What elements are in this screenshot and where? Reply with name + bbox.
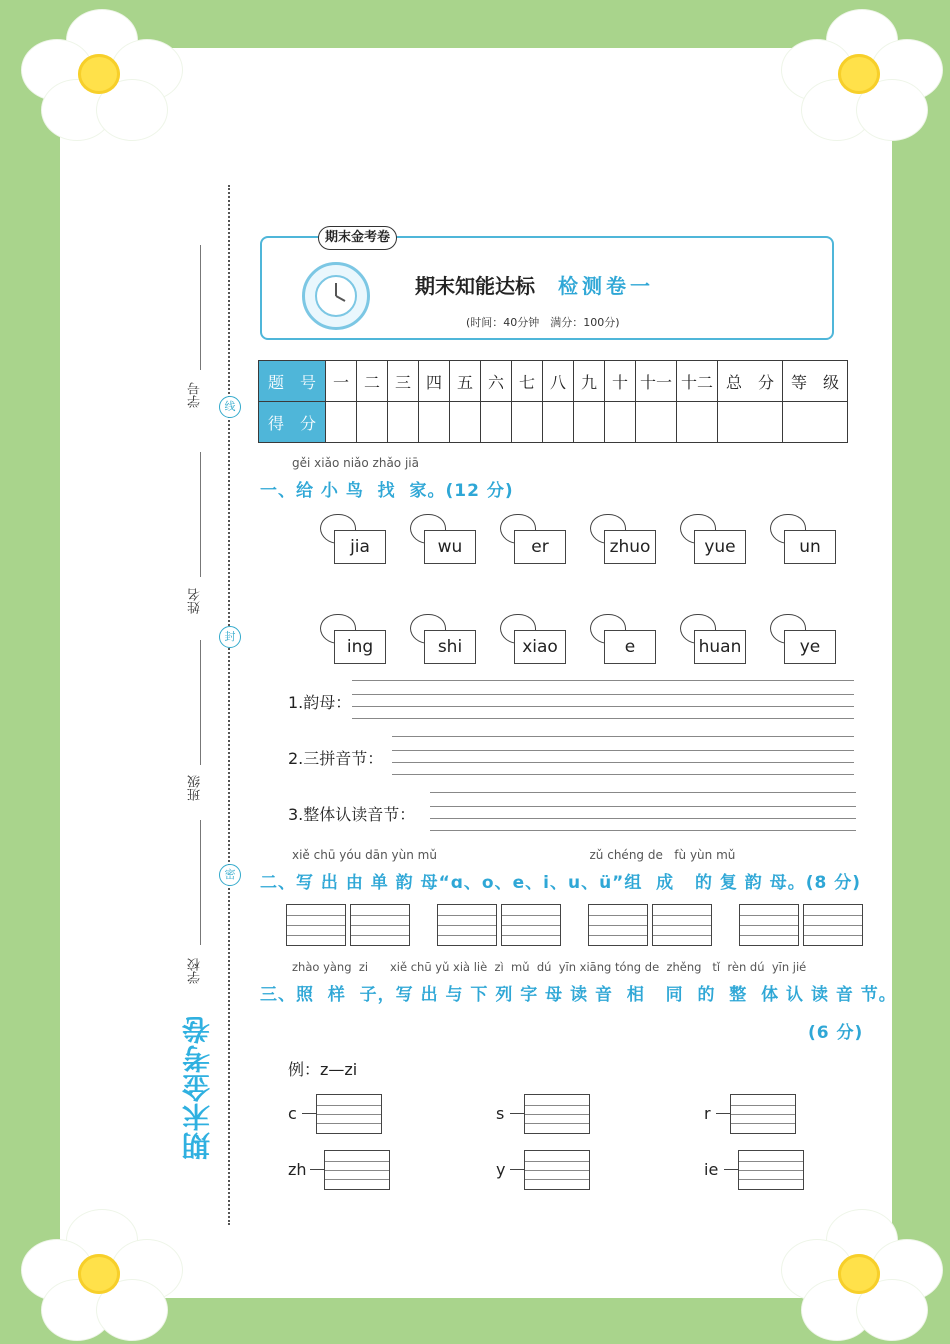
- answer-box[interactable]: [316, 1094, 382, 1134]
- score-cell[interactable]: [574, 402, 605, 443]
- answer-line[interactable]: [352, 680, 854, 681]
- answer-line[interactable]: [430, 830, 856, 831]
- score-cell[interactable]: [718, 402, 783, 443]
- q2-pinyin: xiě chū yóu dān yùn mǔ zǔ chéng de fù yùn mǔ: [292, 848, 736, 862]
- answer-line[interactable]: [352, 706, 854, 707]
- table-score-label: 得 分: [259, 402, 326, 443]
- q3-item-ie: ie: [704, 1160, 719, 1179]
- table-col: 三: [388, 361, 419, 402]
- score-cell[interactable]: [543, 402, 574, 443]
- writing-grid[interactable]: [803, 904, 863, 946]
- connector-dash: [716, 1113, 730, 1114]
- q3-item-s: s: [496, 1104, 505, 1123]
- writing-grid[interactable]: [501, 904, 561, 946]
- writing-grid[interactable]: [652, 904, 712, 946]
- score-cell[interactable]: [512, 402, 543, 443]
- q1-sub1-label: 1.韵母：: [288, 693, 352, 712]
- table-col: 九: [574, 361, 605, 402]
- writing-grid[interactable]: [350, 904, 410, 946]
- q2-title: 二、写 出 由 单 韵 母“ɑ、o、e、i、u、ü”组 成 的 复 韵 母。(8 分): [260, 873, 861, 893]
- writing-grid[interactable]: [588, 904, 648, 946]
- page-title-highlight: 检测卷一: [558, 274, 654, 298]
- answer-line[interactable]: [430, 806, 856, 807]
- answer-box[interactable]: [730, 1094, 796, 1134]
- bird-card: jia: [316, 514, 386, 564]
- table-col: 十二: [677, 361, 718, 402]
- answer-line[interactable]: [352, 694, 854, 695]
- bird-card: xiao: [496, 614, 566, 664]
- q3-item-c: c: [288, 1104, 297, 1123]
- answer-line[interactable]: [430, 792, 856, 793]
- answer-line[interactable]: [392, 750, 854, 751]
- exam-info: (时间：40分钟 满分：100分): [466, 316, 620, 329]
- q3-pinyin: zhào yàng zi xiě chū yǔ xià liè zì mǔ dú yīn xiāng tóng de zhěng tǐ rèn dú yīn jié: [292, 960, 807, 974]
- answer-line[interactable]: [430, 818, 856, 819]
- bird-card: e: [586, 614, 656, 664]
- writing-grid[interactable]: [286, 904, 346, 946]
- answer-line[interactable]: [392, 774, 854, 775]
- bird-card: ing: [316, 614, 386, 664]
- answer-line[interactable]: [392, 762, 854, 763]
- bird-card: yue: [676, 514, 746, 564]
- bird-card: huan: [676, 614, 746, 664]
- table-col: 二: [357, 361, 388, 402]
- connector-dash: [310, 1169, 324, 1170]
- q3-item-zh: zh: [288, 1160, 307, 1179]
- table-col: 等 级: [783, 361, 848, 402]
- writing-grid[interactable]: [437, 904, 497, 946]
- table-col: 四: [419, 361, 450, 402]
- seal-mark-line: 线: [219, 396, 241, 418]
- score-cell[interactable]: [388, 402, 419, 443]
- bird-card: wu: [406, 514, 476, 564]
- q1-sub3-label: 3.整体认读音节：: [288, 805, 416, 824]
- table-col: 八: [543, 361, 574, 402]
- answer-box[interactable]: [324, 1150, 390, 1190]
- page-title: 期末知能达标: [415, 274, 535, 298]
- school-label: 学校: [188, 958, 203, 984]
- class-label: 班级: [188, 775, 203, 801]
- flower-decoration-top-left: [22, 10, 182, 140]
- q3-item-y: y: [496, 1160, 506, 1179]
- flower-decoration-bottom-left: [22, 1210, 182, 1340]
- connector-dash: [510, 1113, 524, 1114]
- writing-grid[interactable]: [739, 904, 799, 946]
- connector-dash: [724, 1169, 738, 1170]
- score-table: [258, 360, 848, 443]
- clock-illustration: [302, 262, 370, 330]
- flower-decoration-top-right: [782, 10, 942, 140]
- score-cell[interactable]: [326, 402, 357, 443]
- class-line: [200, 640, 201, 765]
- score-cell[interactable]: [357, 402, 388, 443]
- answer-box[interactable]: [738, 1150, 804, 1190]
- seal-mark-seal: 封: [219, 626, 241, 648]
- q3-example: 例：z—zi: [288, 1060, 358, 1079]
- score-cell[interactable]: [636, 402, 677, 443]
- score-cell[interactable]: [481, 402, 512, 443]
- name-label: 姓名: [188, 588, 203, 614]
- bird-card: er: [496, 514, 566, 564]
- flower-decoration-bottom-right: [782, 1210, 942, 1340]
- table-col: 一: [326, 361, 357, 402]
- q1-sub2-label: 2.三拼音节：: [288, 749, 384, 768]
- q1-pinyin: gěi xiǎo niǎo zhǎo jiā: [292, 456, 419, 470]
- answer-line[interactable]: [392, 736, 854, 737]
- connector-dash: [510, 1169, 524, 1170]
- table-col: 总 分: [718, 361, 783, 402]
- score-cell[interactable]: [605, 402, 636, 443]
- score-cell[interactable]: [783, 402, 848, 443]
- bird-card: ye: [766, 614, 836, 664]
- header-tag: 期末金考卷: [318, 226, 397, 250]
- binding-dotted-line: [228, 185, 230, 1225]
- bird-card: un: [766, 514, 836, 564]
- score-cell[interactable]: [419, 402, 450, 443]
- answer-box[interactable]: [524, 1094, 590, 1134]
- name-line: [200, 452, 201, 577]
- table-col: 六: [481, 361, 512, 402]
- student-id-line: [200, 245, 201, 370]
- table-col: 十一: [636, 361, 677, 402]
- q3-title: 三、照 样 子，写 出 与 下 列 字 母 读 音 相 同 的 整 体 认 读 音 节。: [260, 985, 897, 1005]
- student-id-label: 学号: [188, 382, 203, 408]
- answer-line[interactable]: [352, 718, 854, 719]
- bird-card: zhuo: [586, 514, 656, 564]
- answer-box[interactable]: [524, 1150, 590, 1190]
- table-col: 五: [450, 361, 481, 402]
- bird-card: shi: [406, 614, 476, 664]
- table-header-label: 题 号: [259, 361, 326, 402]
- q3-item-r: r: [704, 1104, 711, 1123]
- brand-vertical-text: 期末金考卷: [181, 1015, 214, 1160]
- school-line: [200, 820, 201, 945]
- score-cell[interactable]: [677, 402, 718, 443]
- table-col: 七: [512, 361, 543, 402]
- seal-mark-secret: 密: [219, 864, 241, 886]
- q3-score: (6 分): [808, 1023, 864, 1043]
- connector-dash: [302, 1113, 316, 1114]
- table-col: 十: [605, 361, 636, 402]
- q1-title: 一、给 小 鸟 找 家。(12 分): [260, 481, 514, 501]
- score-cell[interactable]: [450, 402, 481, 443]
